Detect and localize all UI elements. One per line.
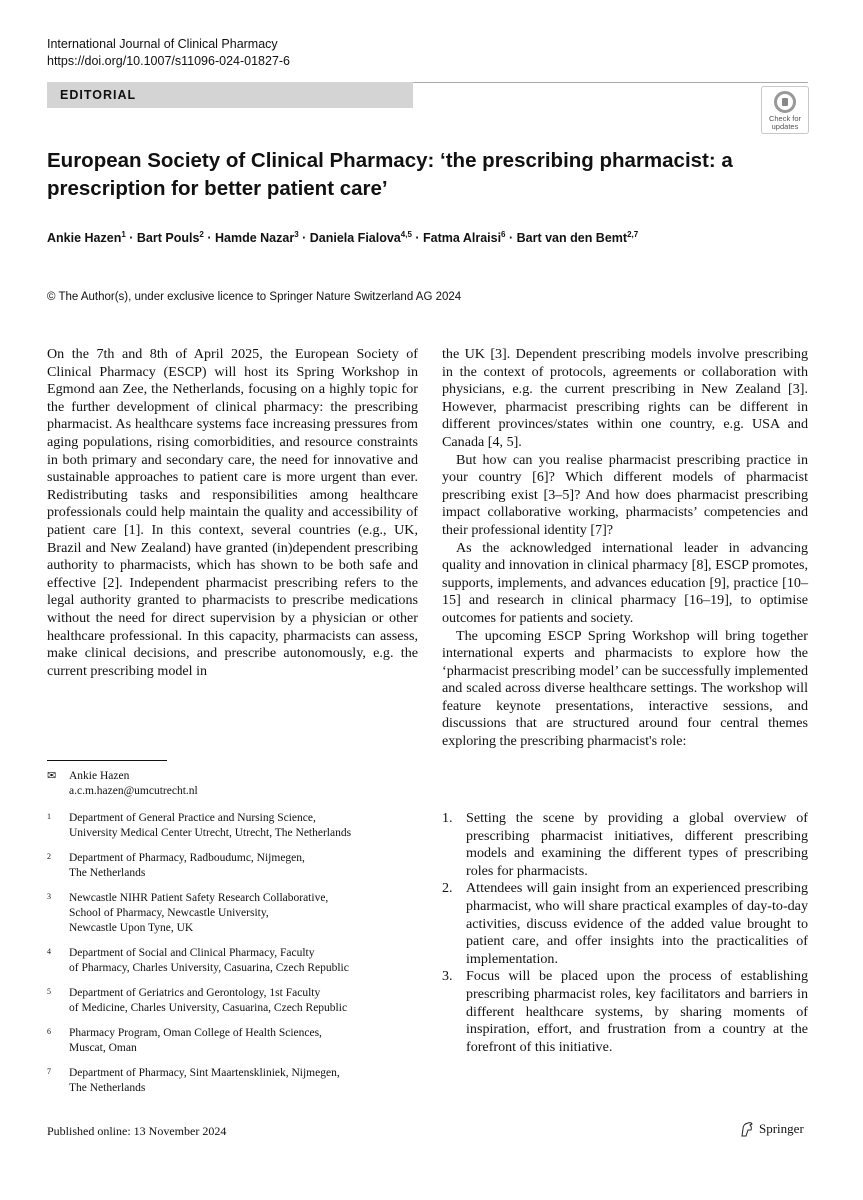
header-rule [413, 82, 808, 83]
affiliation-number: 1 [47, 812, 51, 821]
affiliation-line: Pharmacy Program, Oman College of Health Sciences, [69, 1027, 322, 1039]
affiliation-text [69, 851, 417, 881]
affiliation-text [69, 986, 417, 1016]
author-separator: · [298, 231, 310, 246]
body-paragraph: The upcoming ESCP Spring Workshop will bring together international experts and pharmacists to explore how the ‘pharmacist prescribing model’ can be successfully implemented and scaled across diverse healthcare settings. The workshop will feature keynote presentations, interactive sessions, and discussions that are structured around four central themes exploring the prescribing pharmacist's role: [442, 627, 808, 750]
theme-item [442, 810, 808, 880]
author-name[interactable]: Ankie Hazen [47, 231, 122, 246]
journal-header [47, 36, 290, 70]
author-separator: · [125, 231, 137, 246]
springer-horse-icon [740, 1121, 754, 1137]
affiliation-line: School of Pharmacy, Newcastle University, [69, 907, 269, 919]
body-paragraph: But how can you realise pharmacist prescribing practice in your country [6]? Which different models of pharmacist prescribing exist [3–5]? And how does pharmacist prescribing impact collaborative working, pharmacists’ competencies and their professional identity [7]? [442, 451, 808, 538]
theme-number: 2. [442, 880, 453, 897]
theme-list [442, 810, 808, 1056]
author-affiliation-marker: 2 [199, 230, 204, 239]
doi-link[interactable]: https://doi.org/10.1007/s11096-024-01827-6 [47, 54, 291, 68]
affiliation-number: 3 [47, 892, 51, 901]
affiliation-text [69, 811, 417, 841]
published-date: Published online: 13 November 2024 [47, 1124, 227, 1138]
affiliation-number: 2 [47, 852, 51, 861]
affiliation-item [47, 1026, 417, 1056]
affiliation-line: Department of Pharmacy, Radboudumc, Nijmegen, [69, 852, 305, 864]
affiliation-text [69, 1026, 417, 1056]
body-paragraph: the UK [3]. Dependent prescribing models involve prescribing in the context of protocols, agreements or collaboration with physicians, e.g. the current prescribing in New Zealand [3]. However, pharmacist prescribing rights can be different in different provinces/states within one country, e.g. USA and Canada [4, 5]. [442, 346, 808, 450]
author-list [47, 230, 638, 245]
affiliation-line: University Medical Center Utrecht, Utrecht, The Netherlands [69, 827, 352, 839]
affiliation-item [47, 986, 417, 1016]
theme-text: Focus will be placed upon the process of establishing prescribing pharmacist roles, key facilitators and barriers in different healthcare systems, by sharing moments of inspiration, effort, and frustration from a country at the forefront of this initiative. [466, 968, 808, 1055]
publisher-name: Springer [759, 1121, 804, 1136]
affiliation-line: The Netherlands [69, 1082, 146, 1094]
affiliation-number: 4 [47, 947, 51, 956]
affiliation-line: Newcastle NIHR Patient Safety Research Collaborative, [69, 892, 329, 904]
affiliation-line: of Medicine, Charles University, Casuarina, Czech Republic [69, 1002, 348, 1014]
author-affiliation-marker: 4,5 [400, 230, 412, 239]
affiliation-item [47, 1066, 417, 1096]
affiliation-line: Department of Pharmacy, Sint Maartenskliniek, Nijmegen, [69, 1067, 340, 1079]
body-paragraph: As the acknowledged international leader in advancing quality and innovation in clinical pharmacy [8], ESCP promotes, supports, implements, and advances education [9], practice [10–15] and research in clinical pharmacy [16–19], to optimise outcomes for patients and society. [442, 539, 808, 626]
corresponding-author: Ankie Hazen [69, 770, 130, 782]
theme-item [442, 880, 808, 968]
affiliation-line: of Pharmacy, Charles University, Casuarina, Czech Republic [69, 962, 349, 974]
footnote-rule [47, 760, 167, 761]
affiliation-number: 6 [47, 1027, 51, 1036]
affiliation-list [47, 811, 417, 1106]
author-name[interactable]: Bart Pouls [136, 231, 200, 246]
author-affiliation-marker: 3 [294, 230, 299, 239]
affiliation-item [47, 851, 417, 881]
affiliation-line: Department of Geriatrics and Gerontology, 1st Faculty [69, 987, 321, 999]
affiliation-line: Department of Social and Clinical Pharmacy, Faculty [69, 947, 315, 959]
theme-text: Setting the scene by providing a global overview of prescribing pharmacist initiatives, different prescribing models and examining the different types of prescribing roles for pharmacists. [466, 810, 808, 879]
body-column-left [47, 346, 418, 680]
affiliation-line: The Netherlands [69, 867, 146, 879]
affiliation-line: Department of General Practice and Nursing Science, [69, 812, 316, 824]
theme-number: 1. [442, 810, 453, 826]
correspondence [47, 769, 198, 799]
theme-item [442, 968, 808, 1056]
article-title: European Society of Clinical Pharmacy: ‘the prescribing pharmacist: a prescription for better patient care’ [47, 149, 733, 200]
author-affiliation-marker: 1 [121, 230, 126, 239]
author-affiliation-marker: 6 [501, 230, 506, 239]
author-name[interactable]: Hamde Nazar [214, 231, 295, 246]
author-affiliation-marker: 2,7 [627, 230, 639, 239]
affiliation-item [47, 946, 417, 976]
body-paragraph: On the 7th and 8th of April 2025, the European Society of Clinical Pharmacy (ESCP) will host its Spring Workshop in Egmond aan Zee, the Netherlands, focusing on a highly topic for the further development of clinical pharmacy: the prescribing pharmacist. As healthcare systems face increasing pressures from aging populations, rising comorbidities, and resource constraints in both primary and secondary care, the need for innovative and sustainable approaches to patient care is more urgent than ever. Redistributing tasks and responsibilities among healthcare professionals could help maintain the quality and accessibility of patient care [1]. In this context, several countries (e.g., UK, Brazil and New Zealand) have granted (in)dependent prescribing authority to pharmacists, which has shown to be both safe and effective [2]. Independent pharmacist prescribing refers to the legal authority granted to pharmacists to prescribe medications without the need for direct supervision by a physician or other healthcare professional. In this capacity, pharmacists can assess, make clinical decisions, and prescribe autonomously, e.g. the current prescribing model in [47, 346, 418, 679]
affiliation-text [69, 1066, 417, 1096]
corresponding-email[interactable]: a.c.m.hazen@umcutrecht.nl [69, 785, 198, 797]
theme-number: 3. [442, 968, 453, 985]
affiliation-number: 5 [47, 987, 51, 996]
affiliation-text [69, 946, 417, 976]
author-separator: · [203, 231, 215, 246]
affiliation-item [47, 811, 417, 841]
check-updates-icon [774, 91, 796, 113]
check-for-updates-badge[interactable]: Check for updates [761, 86, 809, 134]
theme-text: Attendees will gain insight from an experienced prescribing pharmacist, who will share practical examples of day-to-day activities, discuss evidence of the added value brought to patient care, and offer insights into the practicalities of implementation. [466, 880, 808, 967]
affiliation-item [47, 891, 417, 936]
author-name[interactable]: Bart van den Bemt [516, 231, 628, 246]
affiliation-text [69, 891, 417, 936]
affiliation-number: 7 [47, 1067, 51, 1076]
journal-name: International Journal of Clinical Pharmacy [47, 37, 278, 51]
envelope-icon: ✉ [47, 770, 57, 782]
affiliation-line: Muscat, Oman [69, 1042, 137, 1054]
copyright-notice: © The Author(s), under exclusive licence to Springer Nature Switzerland AG 2024 [47, 291, 462, 303]
author-name[interactable]: Fatma Alraisi [423, 231, 502, 246]
publisher-logo [740, 1121, 804, 1137]
affiliation-line: Newcastle Upon Tyne, UK [69, 922, 194, 934]
section-label: EDITORIAL [47, 82, 413, 108]
author-separator: · [411, 231, 423, 246]
author-name[interactable]: Daniela Fialova [309, 231, 401, 246]
author-separator: · [505, 231, 517, 246]
body-column-right [442, 346, 808, 751]
